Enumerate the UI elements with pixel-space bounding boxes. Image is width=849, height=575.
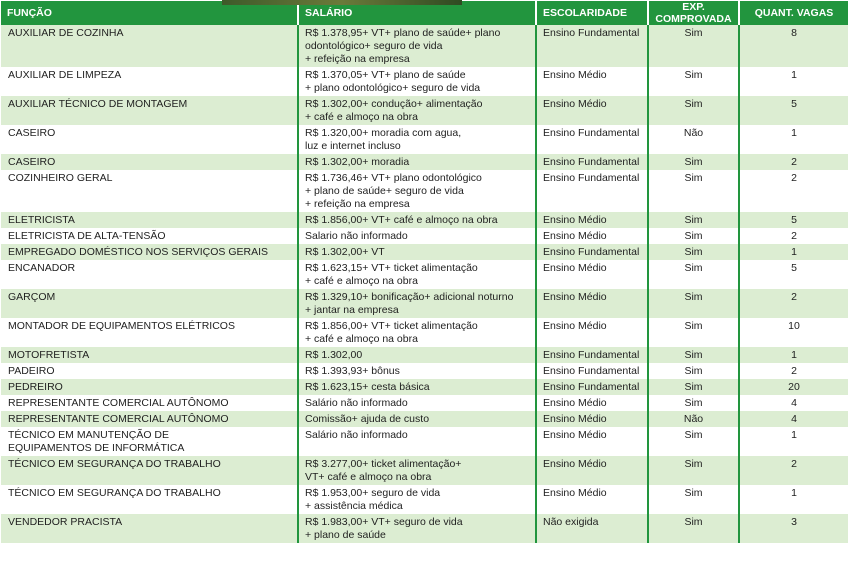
- cell-exp-comprovada: Sim: [648, 96, 739, 125]
- cell-funcao: PEDREIRO: [1, 379, 298, 395]
- table-row: [1, 25, 848, 67]
- cell-quant-vagas: 8: [739, 25, 848, 67]
- table-row: [1, 96, 848, 125]
- cell-salario: R$ 1.623,15+ cesta básica: [298, 379, 536, 395]
- table-row: [1, 318, 848, 347]
- cell-quant-vagas: 2: [739, 289, 848, 318]
- cell-exp-comprovada: Sim: [648, 289, 739, 318]
- cell-exp-comprovada: Sim: [648, 379, 739, 395]
- cell-funcao: MONTADOR DE EQUIPAMENTOS ELÉTRICOS: [1, 318, 298, 347]
- cell-escolaridade: Ensino Médio: [536, 411, 648, 427]
- cell-salario: R$ 1.983,00+ VT+ seguro de vida + plano de saúde: [298, 514, 536, 543]
- cell-salario: Salário não informado: [298, 395, 536, 411]
- cell-escolaridade: Ensino Fundamental: [536, 125, 648, 154]
- table-row: [1, 212, 848, 228]
- cell-escolaridade: Ensino Médio: [536, 212, 648, 228]
- cell-quant-vagas: 1: [739, 347, 848, 363]
- header-escolaridade: ESCOLARIDADE: [536, 1, 648, 25]
- table-row: [1, 228, 848, 244]
- table-body: [1, 25, 848, 543]
- cell-funcao: AUXILIAR TÉCNICO DE MONTAGEM: [1, 96, 298, 125]
- cell-funcao: GARÇOM: [1, 289, 298, 318]
- cell-funcao: TÉCNICO EM MANUTENÇÃO DE EQUIPAMENTOS DE INFORMÁTICA: [1, 427, 298, 456]
- cell-salario: R$ 1.393,93+ bônus: [298, 363, 536, 379]
- cell-funcao: TÉCNICO EM SEGURANÇA DO TRABALHO: [1, 485, 298, 514]
- cell-escolaridade: Ensino Médio: [536, 228, 648, 244]
- cell-funcao: VENDEDOR PRACISTA: [1, 514, 298, 543]
- cell-quant-vagas: 1: [739, 244, 848, 260]
- cell-salario: R$ 1.302,00+ condução+ alimentação + café e almoço na obra: [298, 96, 536, 125]
- cell-exp-comprovada: Sim: [648, 395, 739, 411]
- table-row: [1, 154, 848, 170]
- cell-quant-vagas: 4: [739, 395, 848, 411]
- header-salario: SALÁRIO: [298, 1, 536, 25]
- cell-escolaridade: Ensino Médio: [536, 96, 648, 125]
- cell-quant-vagas: 2: [739, 456, 848, 485]
- cell-quant-vagas: 5: [739, 260, 848, 289]
- cell-escolaridade: Ensino Médio: [536, 395, 648, 411]
- cell-salario: Comissão+ ajuda de custo: [298, 411, 536, 427]
- cell-quant-vagas: 2: [739, 228, 848, 244]
- cell-exp-comprovada: Sim: [648, 514, 739, 543]
- cell-funcao: EMPREGADO DOMÉSTICO NOS SERVIÇOS GERAIS: [1, 244, 298, 260]
- header-exp-comprovada: EXP. COMPROVADA: [648, 1, 739, 25]
- table-row: [1, 347, 848, 363]
- cell-quant-vagas: 1: [739, 485, 848, 514]
- cell-escolaridade: Ensino Médio: [536, 318, 648, 347]
- cell-escolaridade: Ensino Fundamental: [536, 363, 648, 379]
- table-row: [1, 379, 848, 395]
- table-row: [1, 170, 848, 212]
- cell-escolaridade: Ensino Médio: [536, 485, 648, 514]
- cell-quant-vagas: 4: [739, 411, 848, 427]
- cell-salario: R$ 1.623,15+ VT+ ticket alimentação + café e almoço na obra: [298, 260, 536, 289]
- cell-quant-vagas: 2: [739, 170, 848, 212]
- table-row: [1, 411, 848, 427]
- header-funcao: FUNÇÃO: [1, 1, 298, 25]
- cell-exp-comprovada: Sim: [648, 154, 739, 170]
- cell-funcao: ENCANADOR: [1, 260, 298, 289]
- cell-funcao: COZINHEIRO GERAL: [1, 170, 298, 212]
- cell-exp-comprovada: Sim: [648, 318, 739, 347]
- cell-salario: R$ 1.302,00+ moradia: [298, 154, 536, 170]
- job-vacancies-table: [1, 1, 848, 543]
- cell-escolaridade: Ensino Fundamental: [536, 170, 648, 212]
- cell-salario: R$ 1.320,00+ moradia com agua, luz e internet incluso: [298, 125, 536, 154]
- cell-exp-comprovada: Sim: [648, 347, 739, 363]
- cell-exp-comprovada: Sim: [648, 244, 739, 260]
- table-row: [1, 395, 848, 411]
- cell-exp-comprovada: Sim: [648, 260, 739, 289]
- cell-exp-comprovada: Sim: [648, 170, 739, 212]
- table-row: [1, 485, 848, 514]
- cell-salario: Salario não informado: [298, 228, 536, 244]
- cell-escolaridade: Ensino Fundamental: [536, 244, 648, 260]
- cell-salario: R$ 1.736,46+ VT+ plano odontológico + plano de saúde+ seguro de vida + refeição na empresa: [298, 170, 536, 212]
- cell-salario: R$ 1.953,00+ seguro de vida + assistência médica: [298, 485, 536, 514]
- cell-funcao: AUXILIAR DE LIMPEZA: [1, 67, 298, 96]
- cell-escolaridade: Ensino Médio: [536, 427, 648, 456]
- cell-exp-comprovada: Sim: [648, 485, 739, 514]
- cell-funcao: AUXILIAR DE COZINHA: [1, 25, 298, 67]
- cell-funcao: CASEIRO: [1, 154, 298, 170]
- cell-exp-comprovada: Sim: [648, 212, 739, 228]
- cell-escolaridade: Ensino Fundamental: [536, 347, 648, 363]
- cell-funcao: TÉCNICO EM SEGURANÇA DO TRABALHO: [1, 456, 298, 485]
- cell-escolaridade: Não exigida: [536, 514, 648, 543]
- table-row: [1, 67, 848, 96]
- cell-funcao: PADEIRO: [1, 363, 298, 379]
- cell-exp-comprovada: Sim: [648, 427, 739, 456]
- cell-escolaridade: Ensino Fundamental: [536, 154, 648, 170]
- cell-exp-comprovada: Sim: [648, 456, 739, 485]
- cell-funcao: REPRESENTANTE COMERCIAL AUTÔNOMO: [1, 395, 298, 411]
- cell-salario: R$ 1.302,00+ VT: [298, 244, 536, 260]
- cell-quant-vagas: 10: [739, 318, 848, 347]
- cell-salario: Salário não informado: [298, 427, 536, 456]
- cell-quant-vagas: 20: [739, 379, 848, 395]
- cell-funcao: ELETRICISTA: [1, 212, 298, 228]
- cell-salario: R$ 1.856,00+ VT+ café e almoço na obra: [298, 212, 536, 228]
- cell-salario: R$ 1.302,00: [298, 347, 536, 363]
- cell-funcao: ELETRICISTA DE ALTA-TENSÃO: [1, 228, 298, 244]
- cell-quant-vagas: 2: [739, 154, 848, 170]
- cell-escolaridade: Ensino Médio: [536, 67, 648, 96]
- cell-escolaridade: Ensino Fundamental: [536, 25, 648, 67]
- table-row: [1, 363, 848, 379]
- cell-quant-vagas: 2: [739, 363, 848, 379]
- cell-exp-comprovada: Não: [648, 411, 739, 427]
- cell-salario: R$ 1.329,10+ bonificação+ adicional noturno + jantar na empresa: [298, 289, 536, 318]
- header-quant-vagas: QUANT. VAGAS: [739, 1, 848, 25]
- header-photo-strip: [222, 0, 462, 5]
- cell-funcao: MOTOFRETISTA: [1, 347, 298, 363]
- table-row: [1, 260, 848, 289]
- table-row: [1, 456, 848, 485]
- table-row: [1, 427, 848, 456]
- cell-exp-comprovada: Sim: [648, 363, 739, 379]
- cell-escolaridade: Ensino Médio: [536, 456, 648, 485]
- cell-quant-vagas: 5: [739, 212, 848, 228]
- cell-salario: R$ 1.370,05+ VT+ plano de saúde + plano odontológico+ seguro de vida: [298, 67, 536, 96]
- table-row: [1, 244, 848, 260]
- cell-quant-vagas: 5: [739, 96, 848, 125]
- table-row: [1, 289, 848, 318]
- cell-escolaridade: Ensino Fundamental: [536, 379, 648, 395]
- table-row: [1, 125, 848, 154]
- cell-quant-vagas: 3: [739, 514, 848, 543]
- cell-exp-comprovada: Não: [648, 125, 739, 154]
- cell-quant-vagas: 1: [739, 67, 848, 96]
- cell-quant-vagas: 1: [739, 427, 848, 456]
- cell-funcao: CASEIRO: [1, 125, 298, 154]
- cell-exp-comprovada: Sim: [648, 25, 739, 67]
- cell-salario: R$ 1.856,00+ VT+ ticket alimentação + café e almoço na obra: [298, 318, 536, 347]
- cell-salario: R$ 3.277,00+ ticket alimentação+ VT+ café e almoço na obra: [298, 456, 536, 485]
- table-row: [1, 514, 848, 543]
- cell-funcao: REPRESENTANTE COMERCIAL AUTÔNOMO: [1, 411, 298, 427]
- cell-escolaridade: Ensino Médio: [536, 289, 648, 318]
- cell-escolaridade: Ensino Médio: [536, 260, 648, 289]
- cell-exp-comprovada: Sim: [648, 228, 739, 244]
- cell-salario: R$ 1.378,95+ VT+ plano de saúde+ plano odontológico+ seguro de vida + refeição na empresa: [298, 25, 536, 67]
- cell-quant-vagas: 1: [739, 125, 848, 154]
- cell-exp-comprovada: Sim: [648, 67, 739, 96]
